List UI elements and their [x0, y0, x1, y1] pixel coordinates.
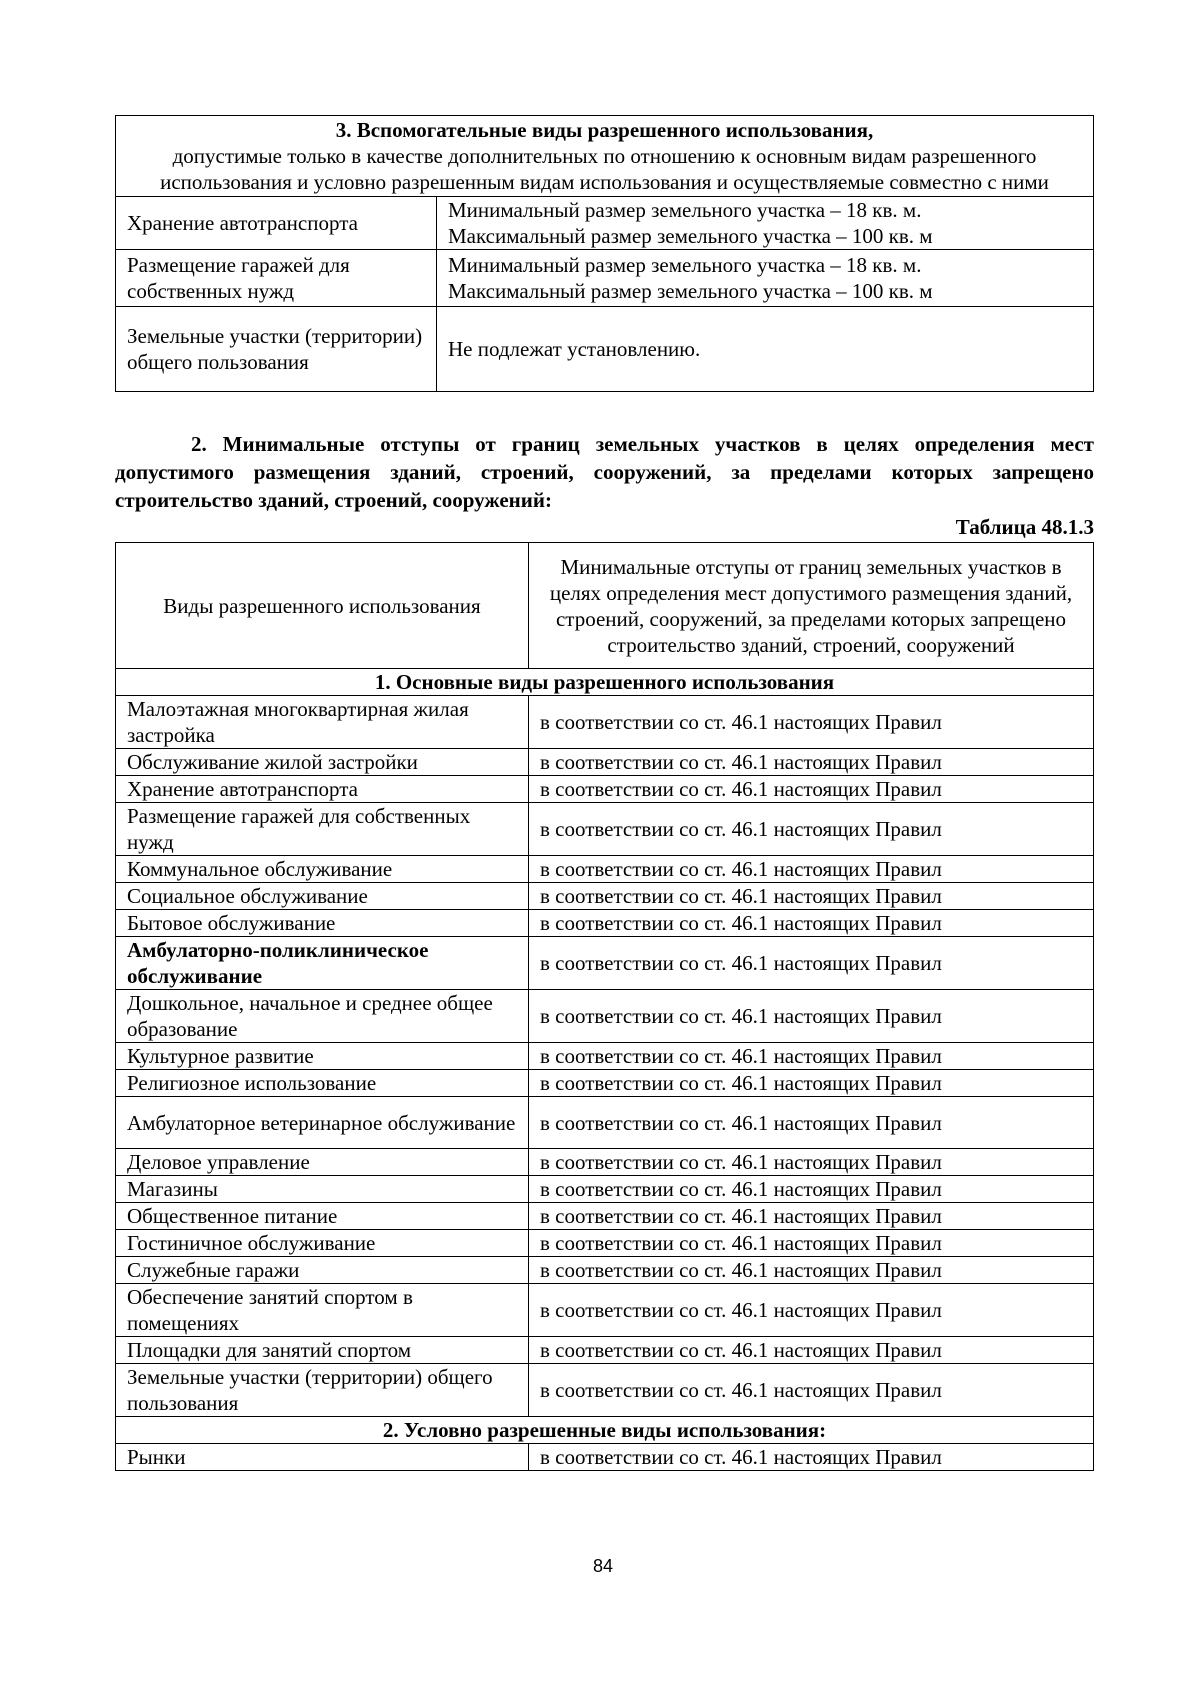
- use-cell: Обслуживание жилой застройки: [116, 749, 529, 776]
- setback-cell: в соответствии со ст. 46.1 настоящих Правил: [529, 1257, 1094, 1284]
- table-row: [116, 910, 1094, 937]
- setback-cell: в соответствии со ст. 46.1 настоящих Правил: [529, 937, 1094, 990]
- value-cell: [437, 250, 1094, 307]
- setback-cell: в соответствии со ст. 46.1 настоящих Правил: [529, 1070, 1094, 1097]
- value-cell: [437, 197, 1094, 250]
- setback-cell: в соответствии со ст. 46.1 настоящих Правил: [529, 803, 1094, 856]
- table-row: [116, 1176, 1094, 1203]
- section-title: 1. Основные виды разрешенного использования: [116, 669, 1094, 696]
- table-row: [116, 696, 1094, 749]
- setback-cell: в соответствии со ст. 46.1 настоящих Правил: [529, 910, 1094, 937]
- value-line: Минимальный размер земельного участка – 18 кв. м.: [448, 198, 922, 222]
- table-row: [116, 937, 1094, 990]
- use-cell: Хранение автотранспорта: [116, 197, 437, 250]
- setbacks-table: [115, 542, 1094, 1471]
- use-cell: Хранение автотранспорта: [116, 776, 529, 803]
- section-subtitle: допустимые только в качестве дополнительных по отношению к основным видам разрешенного использования и условно разрешенным видам использования и осуществляемые совместно с ними: [160, 144, 1049, 194]
- table-row: [116, 197, 1094, 250]
- setback-cell: в соответствии со ст. 46.1 настоящих Правил: [529, 1043, 1094, 1070]
- page-number: 84: [592, 1556, 614, 1576]
- use-cell: Общественное питание: [116, 1203, 529, 1230]
- setback-cell: в соответствии со ст. 46.1 настоящих Правил: [529, 1149, 1094, 1176]
- section-row: [116, 669, 1094, 696]
- use-cell: Служебные гаражи: [116, 1257, 529, 1284]
- table-row: [116, 250, 1094, 307]
- table-row: [116, 803, 1094, 856]
- table-row: [116, 1149, 1094, 1176]
- table-row: [116, 1444, 1094, 1471]
- use-cell: Обеспечение занятий спортом в помещениях: [116, 1284, 529, 1337]
- use-cell: Малоэтажная многоквартирная жилая застройка: [116, 696, 529, 749]
- table-row: [116, 749, 1094, 776]
- use-cell: Бытовое обслуживание: [116, 910, 529, 937]
- use-cell: Амбулаторное ветеринарное обслуживание: [116, 1097, 529, 1149]
- value-line: Максимальный размер земельного участка – 100 кв. м: [448, 224, 933, 248]
- section-title: 2. Условно разрешенные виды использования:: [116, 1417, 1094, 1444]
- table-row: [116, 776, 1094, 803]
- setback-paragraph: 2. Минимальные отступы от границ земельных участков в целях определения мест допустимого размещения зданий, строений, сооружений, за пределами которых запрещено строительство зданий, строений, сооружений:: [115, 432, 1094, 512]
- setback-cell: в соответствии со ст. 46.1 настоящих Правил: [529, 1203, 1094, 1230]
- use-cell: Земельные участки (территории) общего пользования: [116, 1364, 529, 1417]
- table-row: [116, 1337, 1094, 1364]
- setback-cell: в соответствии со ст. 46.1 настоящих Правил: [529, 749, 1094, 776]
- table-row: [116, 1230, 1094, 1257]
- setback-cell: в соответствии со ст. 46.1 настоящих Правил: [529, 696, 1094, 749]
- table-row: [116, 1364, 1094, 1417]
- setback-cell: в соответствии со ст. 46.1 настоящих Правил: [529, 1230, 1094, 1257]
- setback-cell: в соответствии со ст. 46.1 настоящих Правил: [529, 883, 1094, 910]
- setback-cell: в соответствии со ст. 46.1 настоящих Правил: [529, 856, 1094, 883]
- use-cell: Амбулаторно-поликлиническое обслуживание: [116, 937, 529, 990]
- table-header-row: [116, 543, 1094, 669]
- setback-cell: в соответствии со ст. 46.1 настоящих Правил: [529, 1284, 1094, 1337]
- table-header-row: [116, 116, 1094, 197]
- use-cell: Коммунальное обслуживание: [116, 856, 529, 883]
- table-row: [116, 1284, 1094, 1337]
- setback-cell: в соответствии со ст. 46.1 настоящих Правил: [529, 776, 1094, 803]
- use-cell: Деловое управление: [116, 1149, 529, 1176]
- use-cell: Культурное развитие: [116, 1043, 529, 1070]
- table-row: [116, 1203, 1094, 1230]
- use-cell: Религиозное использование: [116, 1070, 529, 1097]
- table-row: [116, 307, 1094, 392]
- section-row: [116, 1417, 1094, 1444]
- use-cell: Размещение гаражей для собственных нужд: [116, 250, 437, 307]
- use-cell: Гостиничное обслуживание: [116, 1230, 529, 1257]
- use-cell: Социальное обслуживание: [116, 883, 529, 910]
- table-row: [116, 856, 1094, 883]
- value-line: Минимальный размер земельного участка – 18 кв. м.: [448, 253, 922, 277]
- table-row: [116, 1257, 1094, 1284]
- setback-cell: в соответствии со ст. 46.1 настоящих Правил: [529, 1097, 1094, 1149]
- value-cell: Не подлежат установлению.: [437, 307, 1094, 392]
- table-row: [116, 990, 1094, 1043]
- use-cell: Земельные участки (территории) общего пользования: [116, 307, 437, 392]
- setback-cell: в соответствии со ст. 46.1 настоящих Правил: [529, 1364, 1094, 1417]
- use-cell: Размещение гаражей для собственных нужд: [116, 803, 529, 856]
- value-line: Максимальный размер земельного участка – 100 кв. м: [448, 279, 933, 303]
- table-row: [116, 883, 1094, 910]
- setback-cell: в соответствии со ст. 46.1 настоящих Правил: [529, 1176, 1094, 1203]
- use-cell: Магазины: [116, 1176, 529, 1203]
- setback-cell: в соответствии со ст. 46.1 настоящих Правил: [529, 1337, 1094, 1364]
- section-title: 3. Вспомогательные виды разрешенного использования,: [335, 118, 874, 142]
- column-header-setback: Минимальные отступы от границ земельных участков в целях определения мест допустимого размещения зданий, строений, сооружений, за пределами которых запрещено строительство зданий, строений, сооружений: [529, 543, 1094, 669]
- table-caption: Таблица 48.1.3: [955, 515, 1094, 539]
- table-row: [116, 1043, 1094, 1070]
- setback-cell: в соответствии со ст. 46.1 настоящих Правил: [529, 990, 1094, 1043]
- auxiliary-uses-table: [115, 115, 1094, 392]
- use-cell: Дошкольное, начальное и среднее общее образование: [116, 990, 529, 1043]
- column-header-use: Виды разрешенного использования: [116, 543, 529, 669]
- setback-cell: в соответствии со ст. 46.1 настоящих Правил: [529, 1444, 1094, 1471]
- section-header-cell: [116, 116, 1094, 197]
- use-cell: Рынки: [116, 1444, 529, 1471]
- use-cell: Площадки для занятий спортом: [116, 1337, 529, 1364]
- table-row: [116, 1097, 1094, 1149]
- table-row: [116, 1070, 1094, 1097]
